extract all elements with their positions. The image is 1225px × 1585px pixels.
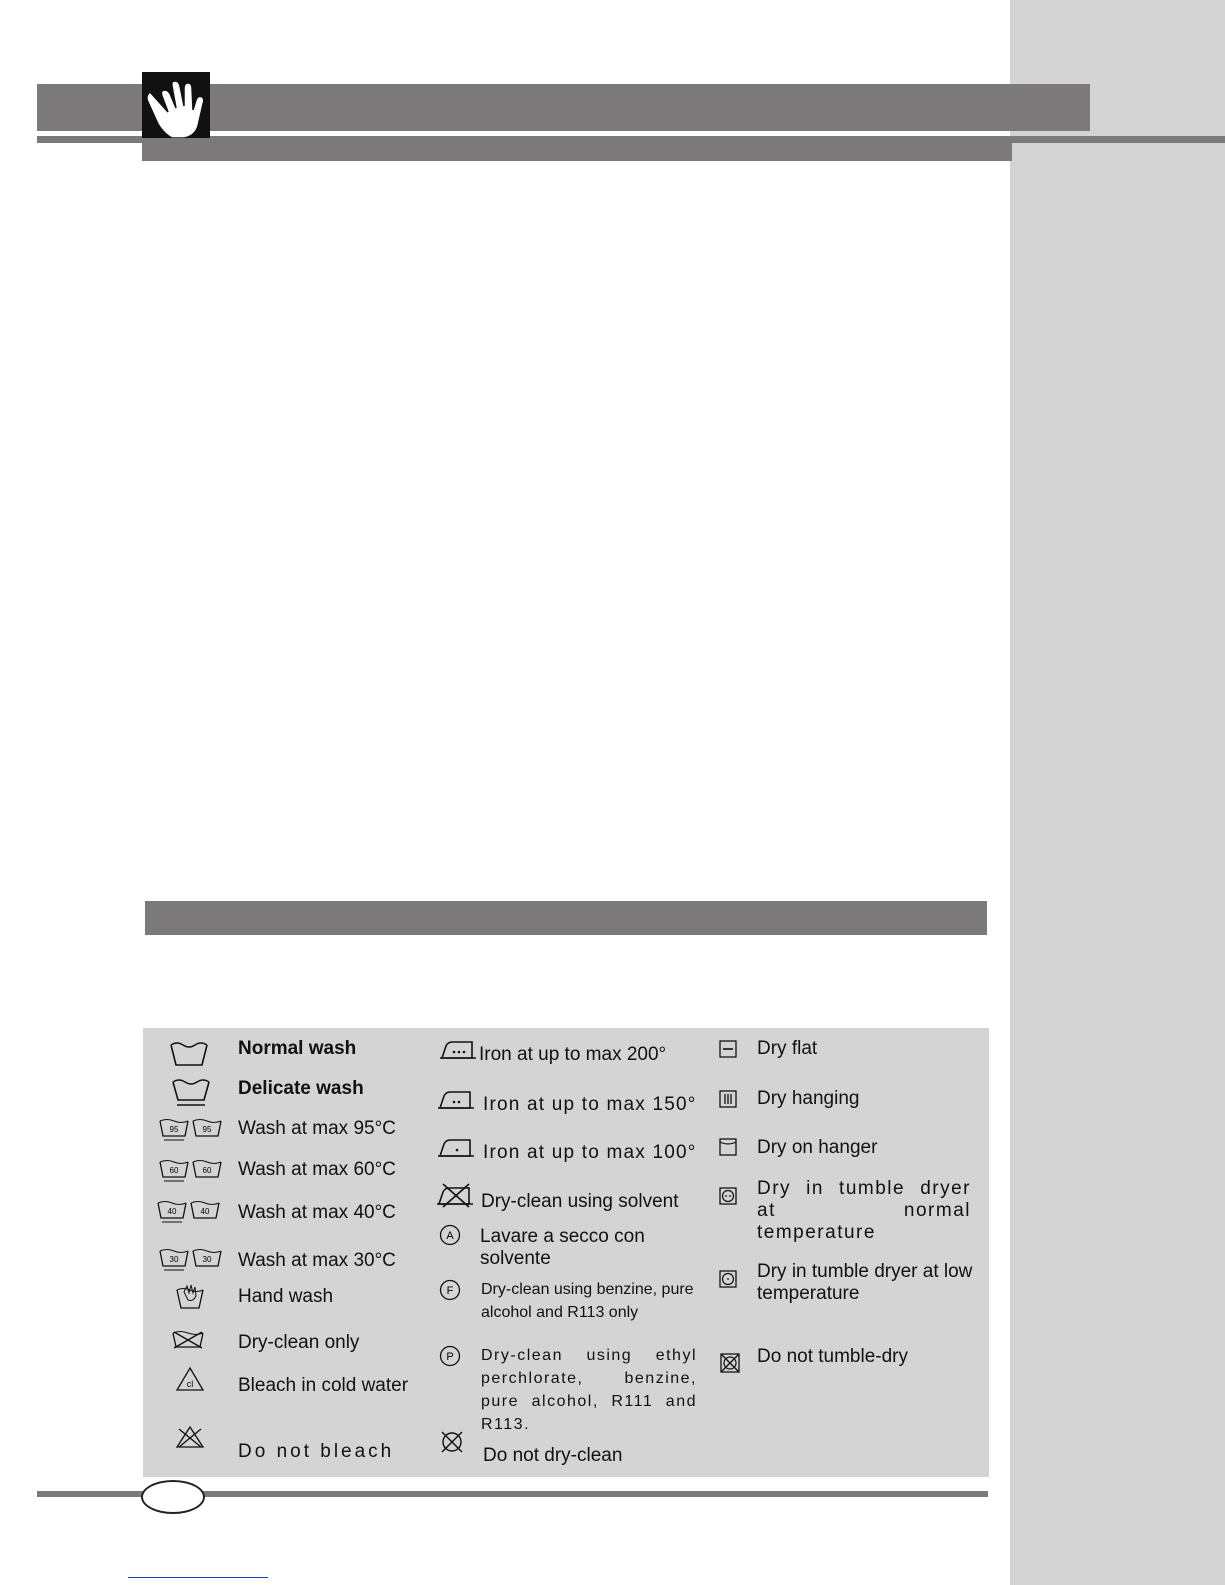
page-number-oval (141, 1480, 205, 1514)
symbol-label: Iron at up to max 150° (483, 1094, 697, 1115)
svg-text:F: F (446, 1285, 454, 1297)
svg-text:30: 30 (202, 1255, 212, 1264)
wash-tub-icon (169, 1041, 209, 1067)
symbol-label: Wash at max 95°C (238, 1118, 396, 1139)
symbol-label: Dry in tumble dryer at normal temperature (757, 1178, 971, 1243)
dry-hanging-icon (719, 1090, 737, 1108)
symbol-label: Iron at up to max 200° (479, 1044, 667, 1065)
svg-text:95: 95 (169, 1125, 179, 1134)
symbol-label: Iron at up to max 100° (483, 1142, 697, 1163)
symbol-label: Dry-clean only (238, 1332, 360, 1353)
dry-on-hanger-icon (719, 1138, 737, 1156)
dry-clean-p-icon (439, 1345, 461, 1367)
svg-text:60: 60 (202, 1166, 212, 1175)
symbol-label: Wash at max 60°C (238, 1159, 396, 1180)
do-not-tumble-dry-icon (720, 1353, 740, 1373)
symbol-label: Hand wash (238, 1286, 334, 1307)
symbol-label: Lavare a secco con solvente (480, 1226, 645, 1269)
dry-clean-only-icon (171, 1330, 205, 1350)
symbol-label: Dry on hanger (757, 1137, 878, 1158)
svg-text:A: A (446, 1230, 454, 1242)
symbol-label: Dry flat (757, 1038, 818, 1059)
symbol-label: Do not dry-clean (483, 1445, 623, 1466)
symbol-label: Dry-clean using ethyl perchlorate, benzine, pure alcohol, R111 and R113. (481, 1347, 697, 1433)
wash-95-icon (159, 1118, 223, 1142)
svg-text:60: 60 (169, 1166, 179, 1175)
care-symbols-table (143, 1028, 989, 1477)
wash-30-icon (159, 1248, 223, 1272)
section-bar (145, 901, 987, 935)
iron-medium-icon (438, 1090, 476, 1110)
iron-high-icon (440, 1040, 478, 1060)
symbol-label: Bleach in cold water (238, 1375, 409, 1396)
svg-text:P: P (446, 1351, 454, 1363)
tumble-dry-normal-icon (719, 1187, 737, 1205)
dry-flat-icon (719, 1040, 737, 1058)
symbol-label: Do not bleach (238, 1441, 395, 1462)
dry-clean-f-icon (439, 1279, 461, 1301)
do-not-bleach-icon (175, 1425, 205, 1449)
bleach-cold-icon (175, 1366, 205, 1392)
tumble-dry-low-icon (719, 1270, 737, 1288)
dry-clean-a-icon (439, 1224, 461, 1246)
symbol-label: Dry in tumble dryer at low temperature (757, 1261, 973, 1304)
do-not-iron-icon (437, 1182, 475, 1208)
hand-logo-icon (142, 72, 210, 138)
svg-text:cl: cl (186, 1379, 194, 1389)
symbol-label: Normal wash (238, 1038, 357, 1059)
footer-link-underline (128, 1577, 268, 1578)
symbol-label: Delicate wash (238, 1078, 364, 1099)
header-rule (37, 136, 1225, 143)
symbol-label: Wash at max 30°C (238, 1250, 396, 1271)
iron-low-icon (438, 1138, 476, 1158)
svg-text:95: 95 (202, 1125, 212, 1134)
delicate-wash-tub-icon (171, 1078, 211, 1108)
wash-40-icon (157, 1200, 221, 1224)
symbol-label: Wash at max 40°C (238, 1202, 396, 1223)
do-not-dry-clean-icon (440, 1430, 464, 1454)
svg-text:40: 40 (167, 1207, 177, 1216)
svg-text:30: 30 (169, 1255, 179, 1264)
symbol-label: Dry-clean using benzine, pure alcohol and R113 only (481, 1281, 694, 1321)
symbol-label: Do not tumble-dry (757, 1346, 909, 1367)
symbol-label: Dry hanging (757, 1088, 860, 1109)
wash-60-icon (159, 1159, 223, 1183)
svg-text:40: 40 (200, 1207, 210, 1216)
hand-wash-icon (175, 1284, 205, 1310)
side-panel (1010, 0, 1225, 1585)
symbol-label: Dry-clean using solvent (481, 1191, 679, 1212)
header-sub-bar (142, 143, 1012, 161)
